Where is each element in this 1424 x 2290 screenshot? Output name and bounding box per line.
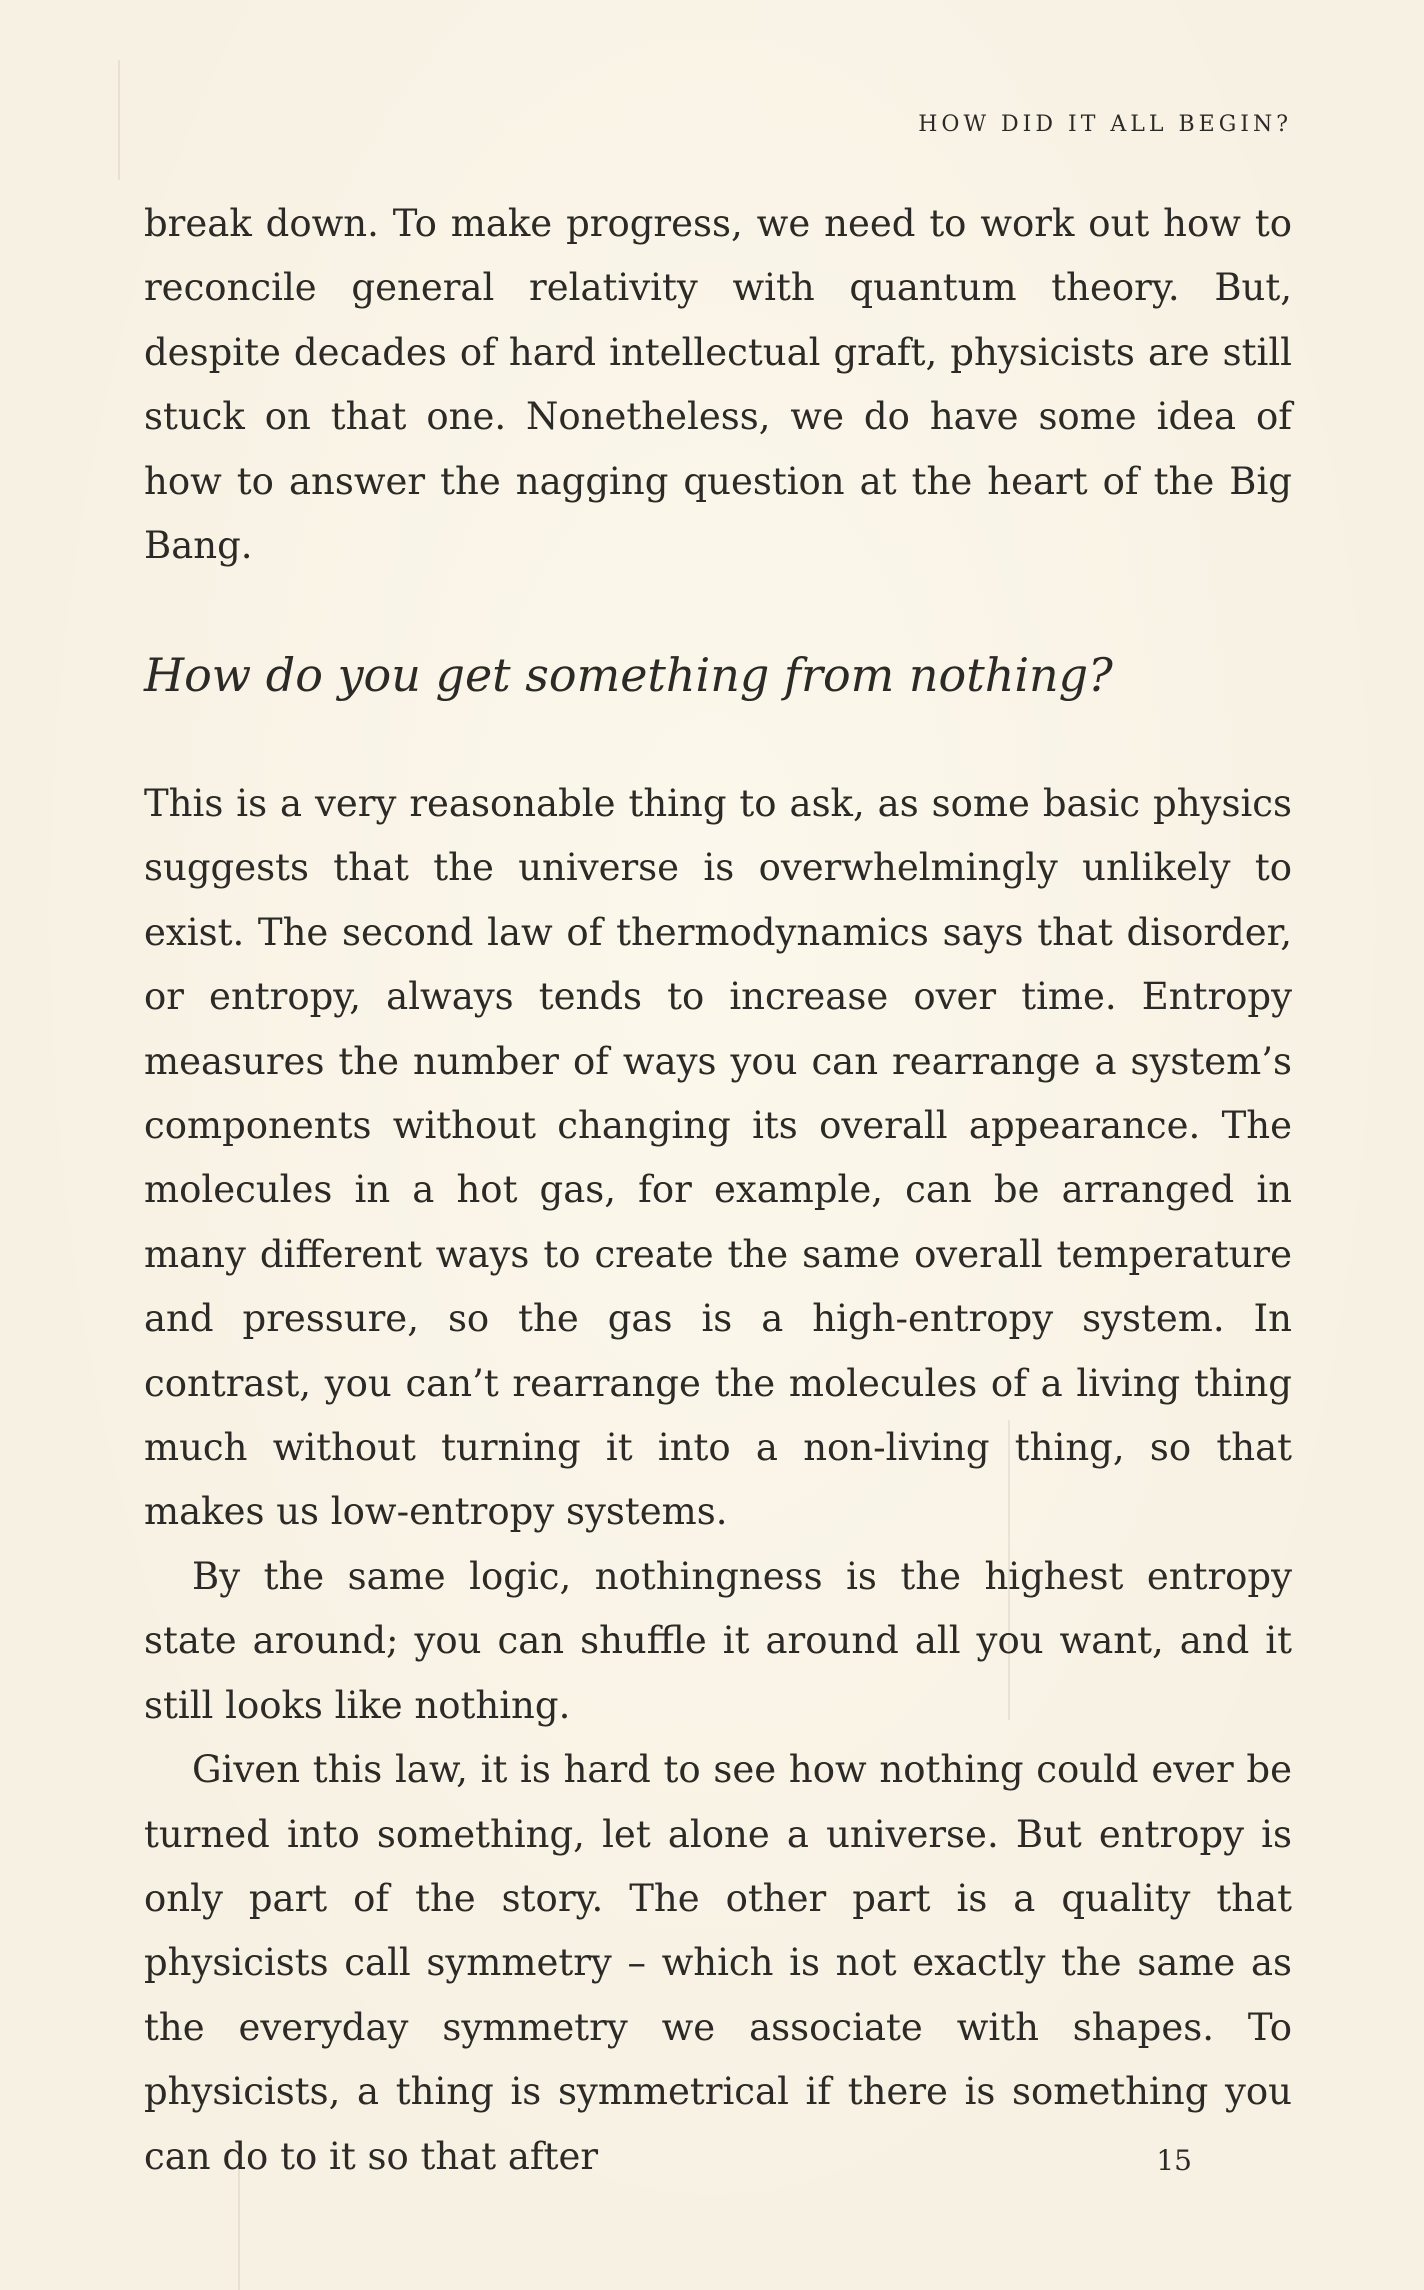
- paragraph: By the same logic, nothingness is the highest entropy state around; you can shuffle it around all you want, and it still looks like nothing.: [144, 1554, 1292, 1727]
- intro-text: [144, 192, 1292, 578]
- body-text: [144, 772, 1292, 2189]
- paragraph: Given this law, it is hard to see how nothing could ever be turned into something, let alone a universe. But entropy is only part of the story. The other part is a quality that physicists call symmetry – which is not exactly the same as the everyday symmetry we associate with shapes. To physicists, a thing is symmetrical if there is something you can do to it so that after: [144, 1748, 1292, 2178]
- section-heading: How do you get something from nothing?: [144, 648, 1113, 702]
- page-number: 15: [1156, 2144, 1192, 2177]
- paragraph: This is a very reasonable thing to ask, as some basic physics suggests that the universe is overwhelmingly unlikely to exist. The second law of thermodynamics says that disorder, or entropy, always tends to increase over time. Entropy measures the number of ways you can rearrange a system’s components without changing its overall appearance. The molecules in a hot gas, for example, can be arranged in many different ways to create the same overall temperature and pressure, so the gas is a high-entropy system. In contrast, you can’t rearrange the molecules of a living thing much without turning it into a non-living thing, so that makes us low-entropy systems.: [144, 782, 1292, 1534]
- scan-artifact: [118, 60, 120, 180]
- running-head: HOW DID IT ALL BEGIN?: [918, 112, 1292, 137]
- paragraph: break down. To make progress, we need to work out how to reconcile general relativity with quantum theory. But, despite decades of hard intellectual graft, physicists are still stuck on that one. Nonetheless, we do have some idea of how to answer the nagging question at the heart of the Big Bang.: [144, 202, 1292, 568]
